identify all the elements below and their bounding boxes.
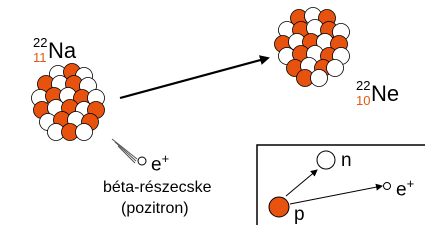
- inset-positron: [384, 183, 391, 190]
- caption-positron: (pozitron): [121, 200, 189, 217]
- positron-motion-lines: [112, 139, 137, 163]
- daughter-atomic-number: 10: [356, 93, 371, 108]
- positron-particle: [138, 157, 146, 165]
- inset-proton: [269, 197, 289, 217]
- reaction-arrow: [120, 58, 268, 98]
- parent-atomic-number: 11: [33, 50, 47, 65]
- ne-nucleon-neutron: [311, 70, 328, 87]
- inset-positron-label: e+: [396, 176, 415, 201]
- daughter-mass-number: 22: [356, 78, 371, 93]
- ne-nucleon-neutron: [327, 60, 344, 77]
- daughter-symbol: Ne: [371, 81, 400, 106]
- parent-mass-number: 22: [33, 35, 48, 50]
- inset-proton-label: p: [294, 204, 305, 225]
- sodium-nucleus: [32, 64, 105, 141]
- inset-neutron: [317, 151, 335, 169]
- neon-nucleus: [275, 8, 350, 87]
- caption-beta-particle: béta-részecske: [103, 179, 212, 196]
- parent-symbol: Na: [48, 38, 77, 63]
- na-nucleon-neutron: [76, 124, 93, 141]
- positron-label: e+: [151, 151, 170, 176]
- inset-neutron-label: n: [341, 150, 352, 171]
